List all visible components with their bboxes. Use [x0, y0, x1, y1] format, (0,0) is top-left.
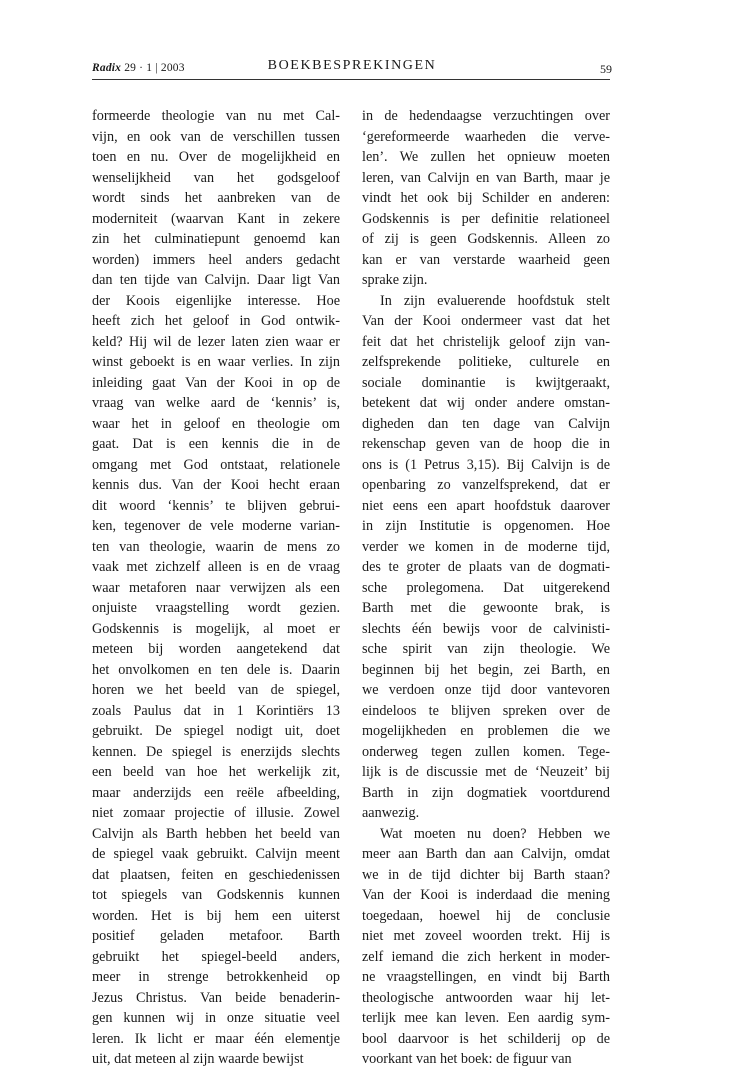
text-line: zin het culminatiepunt genoemd kan [92, 231, 340, 247]
text-line: niet zomaar projectie of illusie. Zowel [92, 805, 340, 821]
text-line: Barth in zijn dogmatiek voortdurend [362, 784, 610, 801]
text-line: betekent dat wij onder andere omstan- [362, 395, 610, 411]
text-line: vraag van welke aard de ‘kennis’ is, [92, 395, 340, 411]
text-line: wordt sinds het aanbreken van de [92, 190, 340, 206]
text-line: leren, van Calvijn en van Barth, maar je [362, 169, 610, 186]
text-line: niet met zoveel woorden trekt. Hij is [362, 928, 610, 944]
text-line: worden. Het is bij hem een uiterst [92, 907, 340, 924]
text-line: onderweg tegen zullen komen. Tege- [362, 743, 610, 760]
text-line: in zijn Institutie is opgenomen. Hoe [362, 518, 610, 534]
text-line: toen en nu. Over de mogelijkheid en [92, 149, 340, 165]
text-line: heeft zich het geloof in God ontwik- [92, 313, 340, 329]
text-line: dan ten tijde van Calvijn. Daar ligt Van [92, 272, 340, 288]
text-line: Wat moeten nu doen? Hebben we [380, 825, 610, 842]
text-line: de spiegel vaak gebruikt. Calvijn meent [92, 846, 340, 862]
text-line: rekenschap geven van de hoop die in [362, 436, 610, 452]
left-column [92, 106, 340, 1070]
text-line: Barth met die gewoonte brak, is [362, 600, 610, 616]
text-line: Jezus Christus. Van beide benaderin- [92, 989, 340, 1006]
text-line: horen we het beeld van de spiegel, [92, 682, 340, 698]
text-line: sprake zijn. [362, 272, 428, 288]
text-line: eindeloos te blijven spreken over de [362, 702, 610, 719]
text-line: feit dat het christelijk geloof zijn van- [362, 333, 610, 350]
text-line: sche spirit van zijn theologie. We [362, 641, 610, 657]
text-line: positief geladen metafoor. Barth [92, 928, 340, 944]
journal-issue: 29 · 1 | 2003 [124, 62, 185, 74]
text-line: In zijn evaluerende hoofdstuk stelt [380, 292, 610, 309]
text-line: zelfsprekende politieke, culturele en [362, 354, 610, 370]
text-line: verder we komen in de moderne tijd, [362, 538, 610, 555]
text-line: niet eens een apart hoofdstuk daarover [362, 497, 610, 514]
text-line: worden) immers heel anders gedacht [92, 251, 340, 268]
text-line: uit, dat meteen al zijn waarde bewijst [92, 1051, 304, 1067]
text-line: dit woord ‘kennis’ te blijven gebrui- [92, 497, 340, 514]
text-line: openbaring zo vanzelfsprekend, dat er [362, 477, 610, 493]
text-line: slechts één bewijs voor de calvinisti- [362, 620, 610, 637]
text-line: we in de tijd dichter bij Barth staan? [362, 866, 610, 883]
text-line: kennen. De spiegel is enerzijds slechts [92, 743, 340, 760]
text-line: zoals Paulus dat in 1 Korintiërs 13 [92, 702, 340, 719]
text-line: bool daarvoor is het schilderij op de [362, 1030, 610, 1047]
text-line: vijn, en ook van de verschillen tussen [92, 128, 340, 145]
text-line: vindt het ook bij Schilder en anderen: [362, 190, 610, 206]
text-line: meer aan Barth dan aan Calvijn, omdat [362, 846, 610, 862]
text-line: ne vraagstellingen, en vindt bij Barth [362, 969, 610, 985]
text-line: gebruikt het spiegel-beeld anders, [92, 948, 340, 965]
text-line: Godskennis is mogelijk, al moet er [92, 620, 340, 637]
text-line: gebruikt. De spiegel nodigt uit, doet [92, 723, 340, 739]
section-title: BOEKBESPREKINGEN [267, 58, 437, 73]
text-line: theologische antwoorden waar hij let- [362, 989, 610, 1006]
text-line: maar anderzijds een reële afbeelding, [92, 784, 340, 801]
text-line: voorkant van het boek: de figuur van [362, 1051, 572, 1067]
text-line: gen kunnen wij in onze situatie veel [92, 1010, 340, 1026]
text-line: omgang met God ontstaat, relationele [92, 456, 340, 473]
text-line: een beeld van hoe het werkelijk zit, [92, 764, 340, 780]
text-line: terlijk mee kan leven. Een aardig sym- [362, 1010, 610, 1026]
text-line: lijk is de discussie met de ‘Neuzeit’ bij [362, 764, 610, 780]
text-line: inleiding gaat Van der Kooi in op de [92, 374, 340, 391]
text-line: kan er van verstarde waarheid geen [362, 251, 610, 268]
text-line: waar metaforen naar verwijzen als een [92, 579, 340, 596]
text-line: kennis dus. Van der Kooi hecht eraan [92, 477, 340, 493]
text-line: Godskennis is per definitie relationeel [362, 210, 610, 227]
text-line: formeerde theologie van nu met Cal- [92, 108, 340, 124]
text-line: leren. Ik licht er maar één elementje [92, 1030, 340, 1047]
text-line: of zij is geen Godskennis. Alleen zo [362, 231, 610, 247]
text-line: wenselijkheid van het godsgeloof [92, 169, 340, 186]
text-line: Van der Kooi ondermeer vast dat het [362, 313, 610, 329]
text-line: keld? Hij wil de lezer laten zien waar er [92, 333, 340, 350]
text-line: ons is (1 Petrus 3,15). Bij Calvijn is de [362, 456, 610, 473]
text-line: ken, tegenover de vele moderne varian- [92, 518, 340, 534]
text-line: zelf iemand die zich herkent in moder- [362, 948, 610, 965]
text-line: onjuiste vraagstelling wordt gezien. [92, 600, 340, 616]
text-line: des te groter de plaats van de dogmati- [362, 559, 610, 575]
text-line: winst geboekt is en waar verlies. In zijn [92, 354, 340, 370]
page-number: 59 [600, 62, 612, 76]
right-column [362, 106, 610, 1070]
text-line: we verdoen onze tijd door vantevoren [362, 682, 610, 698]
text-line: len’. We zullen het opnieuw moeten [362, 149, 610, 165]
text-line: ten van theologie, waarin de mens zo [92, 538, 340, 555]
text-line: sociale dominantie is kwijtgeraakt, [362, 374, 610, 391]
text-line: vaak met zichzelf alleen is en de vraag [92, 559, 340, 575]
text-line: meteen bij worden aangetekend dat [92, 641, 340, 657]
text-line: beginnen bij het begin, zei Barth, en [362, 661, 610, 678]
text-line: moderniteit (waarvan Kant in zekere [92, 210, 340, 227]
journal-name: Radix [92, 62, 122, 74]
text-line: aanwezig. [362, 805, 420, 821]
text-line: het onvolkomen en ten dele is. Daarin [92, 661, 340, 678]
text-line: in de hedendaagse verzuchtingen over [362, 108, 610, 124]
text-line: der Koois eigenlijke interesse. Hoe [92, 292, 340, 309]
running-header [92, 60, 612, 80]
text-line: gaat. Dat is een kennis die in de [92, 436, 340, 452]
text-line: Van der Kooi is inderdaad die mening [362, 887, 610, 903]
text-line: meer in strenge betrokkenheid op [92, 969, 340, 985]
text-line: sche prolegomena. Dat uitgerekend [362, 579, 610, 596]
text-line: Calvijn als Barth hebben het beeld van [92, 825, 340, 842]
text-line: mogelijkheden en problemen die we [362, 723, 610, 739]
text-line: tot spiegels van Godskennis kunnen [92, 887, 340, 903]
header-rule [92, 79, 610, 80]
text-line: waar het in geloof en theologie om [92, 415, 340, 432]
text-line: dat plaatsen, feiten en geschiedenissen [92, 866, 340, 883]
text-line: ‘gereformeerde waarheden die verve- [362, 128, 610, 145]
text-line: digheden dan ten dage van Calvijn [362, 415, 610, 432]
text-line: toegedaan, hoewel hij de conclusie [362, 907, 610, 924]
